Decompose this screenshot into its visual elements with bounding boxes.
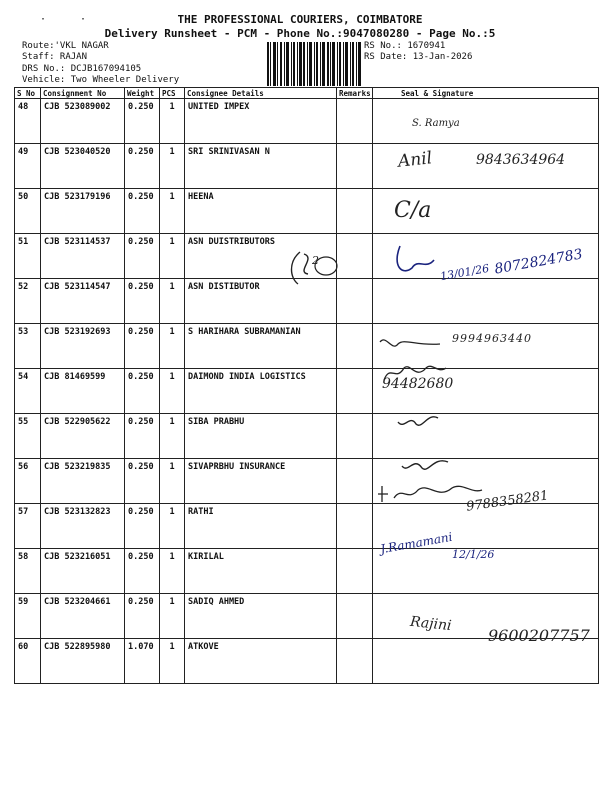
cell-sno: 52 (15, 279, 41, 324)
handwritten-signature-50: C/a (394, 198, 432, 223)
cell-consignment: CJB 523204661 (41, 594, 125, 639)
cell-pcs: 1 (160, 369, 185, 414)
handwritten-phone-52: 8072824783 (493, 246, 584, 278)
cell-pcs: 1 (160, 189, 185, 234)
cell-sno: 56 (15, 459, 41, 504)
table-row (15, 414, 599, 459)
table-row (15, 549, 599, 594)
cell-pcs: 1 (160, 549, 185, 594)
cell-pcs: 1 (160, 594, 185, 639)
cell-consignee: ASN DISTIBUTOR (185, 279, 337, 324)
col-weight: Weight (125, 88, 160, 99)
handwritten-signature-53 (376, 332, 446, 358)
delivery-table (14, 87, 599, 684)
cell-weight: 0.250 (125, 504, 160, 549)
cell-remarks (337, 504, 373, 549)
cell-remarks (337, 369, 373, 414)
drs-label: DRS No.: DCJB167094105 (22, 64, 142, 74)
cell-weight: 0.250 (125, 189, 160, 234)
cell-consignment: CJB 523089002 (41, 99, 125, 144)
handwritten-date-52: 13/01/26 (439, 261, 491, 284)
route-label: Route:'VKL NAGAR (22, 41, 109, 51)
cell-consignment: CJB 523132823 (41, 504, 125, 549)
cell-consignee: SIVAPRBHU INSURANCE (185, 459, 337, 504)
cell-consignment: CJB 523192693 (41, 324, 125, 369)
col-consignment: Consignment No (41, 88, 125, 99)
handwritten-signature-49: Anil (397, 148, 434, 172)
cell-weight: 0.250 (125, 594, 160, 639)
cell-remarks (337, 594, 373, 639)
cell-pcs: 1 (160, 234, 185, 279)
handwritten-phone-60: 9600207757 (488, 626, 590, 645)
hand-drawn-circle-mark (286, 244, 342, 292)
cell-consignee: DAIMOND INDIA LOGISTICS (185, 369, 337, 414)
handwritten-phone-54: 94482680 (382, 376, 454, 392)
handwritten-phone-49: 9843634964 (476, 152, 566, 168)
cell-consignment: CJB 522895980 (41, 639, 125, 684)
cell-consignee: KIRILAL (185, 549, 337, 594)
cell-consignment: CJB 522905622 (41, 414, 125, 459)
cell-consignee: S HARIHARA SUBRAMANIAN (185, 324, 337, 369)
cell-remarks (337, 324, 373, 369)
cell-sno: 59 (15, 594, 41, 639)
cell-consignee: RATHI (185, 504, 337, 549)
cell-weight: 0.250 (125, 369, 160, 414)
cell-pcs: 1 (160, 324, 185, 369)
rs-number: RS No.: 1670941 (364, 41, 446, 51)
barcode-image (267, 42, 362, 86)
handwritten-signature-60: Rajini (409, 613, 453, 635)
cell-consignee: SADIQ AHMED (185, 594, 337, 639)
handwritten-signature-56 (398, 450, 458, 476)
handwritten-mark-51: 2 (312, 254, 319, 267)
staff-label: Staff: RAJAN (22, 52, 88, 62)
cell-pcs: 1 (160, 99, 185, 144)
cell-remarks (337, 549, 373, 594)
cell-weight: 0.250 (125, 549, 160, 594)
rs-date: RS Date: 13-Jan-2026 (364, 52, 473, 62)
col-signature: Seal & Signature (373, 88, 599, 99)
cell-consignment: CJB 523219835 (41, 459, 125, 504)
cell-consignment: CJB 523040520 (41, 144, 125, 189)
cell-pcs: 1 (160, 279, 185, 324)
cell-pcs: 1 (160, 414, 185, 459)
table-row (15, 504, 599, 549)
cell-consignment: CJB 81469599 (41, 369, 125, 414)
cell-weight: 1.070 (125, 639, 160, 684)
cell-consignment: CJB 523114547 (41, 279, 125, 324)
table-row (15, 324, 599, 369)
cell-sno: 48 (15, 99, 41, 144)
cell-sno: 50 (15, 189, 41, 234)
cell-sno: 60 (15, 639, 41, 684)
handwritten-phone-57: 9788358281 (465, 488, 550, 515)
cell-consignee: HEENA (185, 189, 337, 234)
col-pcs: PCS (160, 88, 185, 99)
cell-sno: 57 (15, 504, 41, 549)
cell-sno: 54 (15, 369, 41, 414)
col-remarks: Remarks (337, 88, 373, 99)
cell-signature (373, 99, 599, 144)
cell-weight: 0.250 (125, 144, 160, 189)
cell-weight: 0.250 (125, 99, 160, 144)
cell-pcs: 1 (160, 459, 185, 504)
table-row (15, 369, 599, 414)
cell-consignee: UNITED IMPEX (185, 99, 337, 144)
vehicle-label: Vehicle: Two Wheeler Delivery (22, 75, 180, 85)
cell-pcs: 1 (160, 504, 185, 549)
scan-specks: · · (40, 14, 101, 25)
cell-weight: 0.250 (125, 279, 160, 324)
cell-consignee: ATKOVE (185, 639, 337, 684)
cell-remarks (337, 99, 373, 144)
cell-weight: 0.250 (125, 459, 160, 504)
cell-pcs: 1 (160, 639, 185, 684)
cell-remarks (337, 144, 373, 189)
cell-sno: 55 (15, 414, 41, 459)
table-row (15, 99, 599, 144)
company-title: THE PROFESSIONAL COURIERS, COIMBATORE (177, 13, 423, 26)
cell-remarks (337, 189, 373, 234)
cell-sno: 58 (15, 549, 41, 594)
cell-remarks (337, 459, 373, 504)
cell-sno: 51 (15, 234, 41, 279)
handwritten-signature-55 (394, 408, 444, 432)
handwritten-signature-48: S. Ramya (412, 118, 460, 129)
cell-consignment: CJB 523216051 (41, 549, 125, 594)
cell-consignee: ASN DUISTRIBUTORS (185, 234, 337, 279)
cell-remarks (337, 639, 373, 684)
handwritten-phone-53: 9994963440 (452, 332, 532, 345)
col-sno: S No (15, 88, 41, 99)
cell-signature (373, 639, 599, 684)
table-row (15, 189, 599, 234)
cell-consignee: SIBA PRABHU (185, 414, 337, 459)
cell-sno: 53 (15, 324, 41, 369)
table-row (15, 639, 599, 684)
cell-weight: 0.250 (125, 414, 160, 459)
handwritten-date-58: 12/1/26 (452, 548, 495, 561)
cell-pcs: 1 (160, 144, 185, 189)
cell-consignee: SRI SRINIVASAN N (185, 144, 337, 189)
cell-weight: 0.250 (125, 234, 160, 279)
col-consignee: Consignee Details (185, 88, 337, 99)
cell-sno: 49 (15, 144, 41, 189)
table-header-row (15, 88, 599, 99)
cell-consignment: CJB 523179196 (41, 189, 125, 234)
cell-consignment: CJB 523114537 (41, 234, 125, 279)
cell-signature (373, 279, 599, 324)
handwritten-signature-52 (390, 240, 440, 280)
cell-remarks (337, 414, 373, 459)
cell-weight: 0.250 (125, 324, 160, 369)
runsheet-subtitle: Delivery Runsheet - PCM - Phone No.:9047080280 - Page No.:5 (104, 27, 496, 40)
handwritten-signature-58: J.Ramamani (379, 529, 454, 557)
